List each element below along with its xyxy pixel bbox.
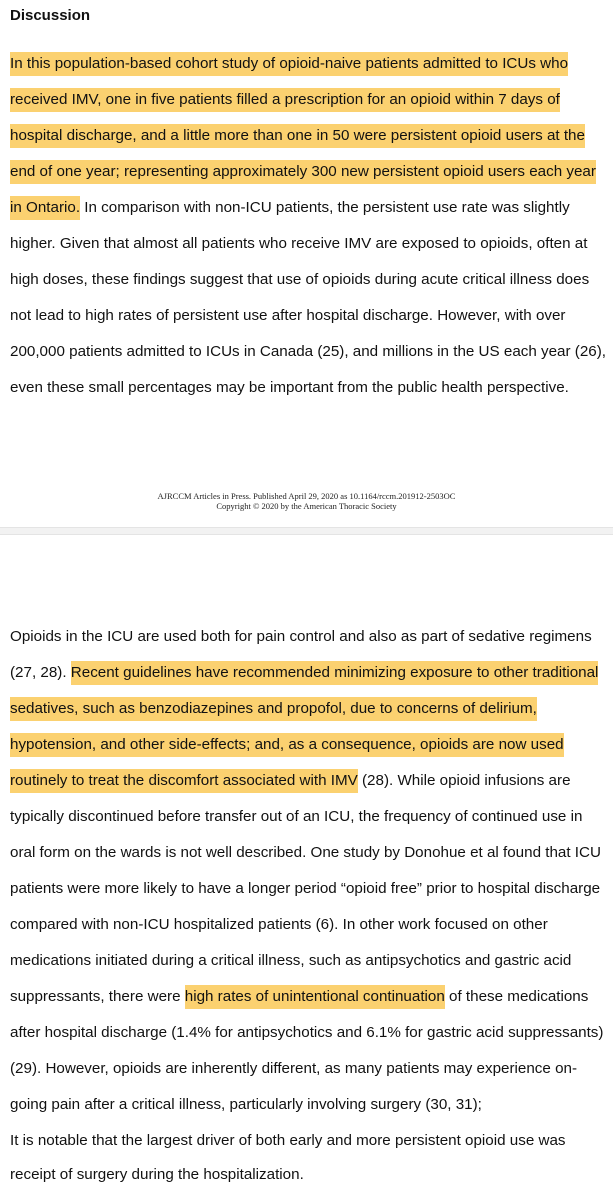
discussion-paragraph-3: It is notable that the largest driver of both early and more persistent opioid use was receipt of surgery during the hospitalization. <box>10 1132 566 1183</box>
page-separator <box>0 527 613 535</box>
highlighted-text: In this population-based cohort study of opioid-naive patients admitted to ICUs who received IMV, one in five patients filled a prescription for an opioid within 7 days of hospital discharge, and a little more than one in 50 were persistent opioid users at the end of one year; representing approximately 300 new persistent opioid users each year in Ontario. <box>10 52 596 220</box>
footer-publication-line: AJRCCM Articles in Press. Published April 29, 2020 as 10.1164/rccm.201912-2503OC <box>157 491 456 501</box>
section-heading: Discussion <box>10 7 91 24</box>
paragraph-text: In comparison with non-ICU patients, the persistent use rate was slightly higher. Given that almost all patients who receive IMV are exposed to opioids, often at high doses, these findings suggest that use of opioids during acute critical illness does not lead to high rates of persistent use after hospital discharge. However, with over 200,000 patients admitted to ICUs in Canada (25), and millions in the US each year (26), even these small percentages may be important from the public health perspective. <box>10 199 607 396</box>
discussion-paragraph-2 <box>10 619 610 1123</box>
highlighted-text: Recent guidelines have recommended minimizing exposure to other traditional sedatives, such as benzodiazepines and propofol, due to concerns of delirium, hypotension, and other side-effects; and, as a consequence, opioids are now used routinely to treat the discomfort associated with IMV <box>10 661 598 793</box>
paragraph-text: (28). While opioid infusions are typically discontinued before transfer out of an ICU, the frequency of continued use in oral form on the wards is not well described. One study by Donohue et al found that ICU patients were more likely to have a longer period “opioid free” prior to hospital discharge compared with non-ICU hospitalized patients (6). In other work focused on other medications initiated during a critical illness, such as antipsychotics and gastric acid suppressants, there were <box>10 772 601 1005</box>
highlighted-text: high rates of unintentional continuation <box>185 985 445 1009</box>
paragraph-text: of these medications after hospital discharge (1.4% for antipsychotics and 6.1% for gastric acid suppressants) (29). However, opioids are inherently different, as many patients may experience on-going pain after a critical illness, particularly involving surgery (30, 31); <box>10 988 604 1113</box>
paragraph-text: Opioids in the ICU are used both for pain control and also as part of sedative regimens (27, 28). <box>10 628 592 681</box>
page-footer <box>0 491 613 511</box>
discussion-paragraph-1 <box>10 46 610 406</box>
footer-copyright-line: Copyright © 2020 by the American Thoracic Society <box>216 501 397 511</box>
